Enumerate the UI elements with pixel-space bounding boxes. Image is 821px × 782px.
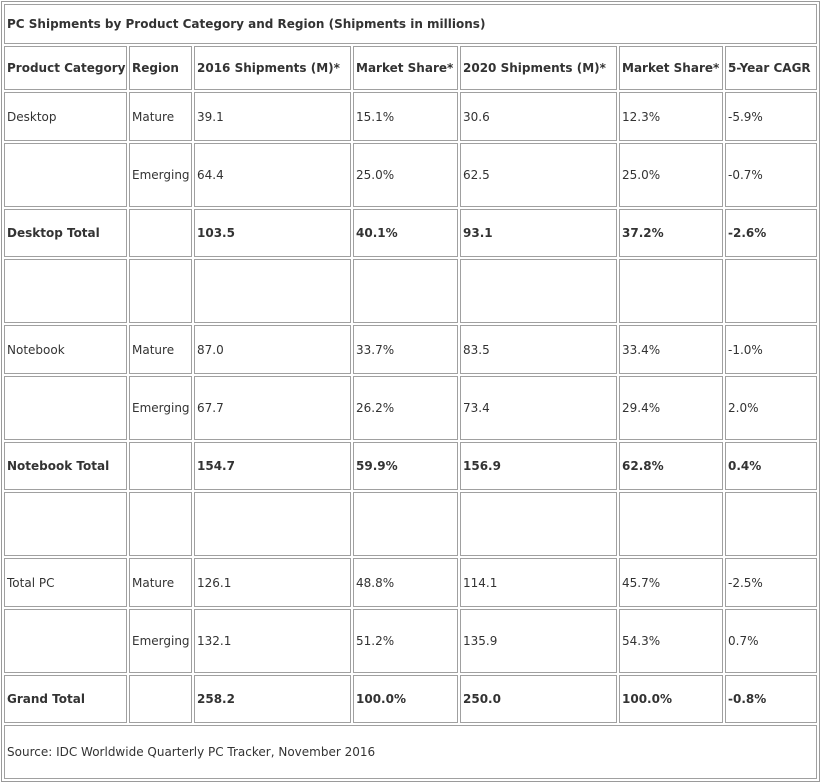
table-cell: 12.3% (619, 92, 723, 141)
table-cell: Mature (129, 92, 192, 141)
table-cell: -1.0% (725, 325, 817, 374)
table-cell: 132.1 (194, 609, 351, 673)
table-cell: 62.5 (460, 143, 617, 207)
table-cell: -2.6% (725, 209, 817, 257)
spacer-row (4, 259, 817, 323)
table-cell: Desktop Total (4, 209, 127, 257)
table-cell: 26.2% (353, 376, 458, 440)
header-cell: Market Share* (353, 46, 458, 90)
table-cell (619, 259, 723, 323)
table-cell: -0.8% (725, 675, 817, 723)
table-cell: Emerging (129, 376, 192, 440)
table-cell: 25.0% (353, 143, 458, 207)
table-cell: -5.9% (725, 92, 817, 141)
table-cell (4, 609, 127, 673)
table-cell (129, 209, 192, 257)
table-cell (4, 259, 127, 323)
table-row (4, 558, 817, 607)
table-cell: 135.9 (460, 609, 617, 673)
table-cell: Emerging (129, 143, 192, 207)
header-cell: Product Category (4, 46, 127, 90)
table-cell: 0.4% (725, 442, 817, 490)
table-cell (619, 492, 723, 556)
table-cell: 37.2% (619, 209, 723, 257)
table-cell (129, 492, 192, 556)
table-cell: 0.7% (725, 609, 817, 673)
spacer-row (4, 492, 817, 556)
table-cell: 250.0 (460, 675, 617, 723)
table-cell: 15.1% (353, 92, 458, 141)
table-cell: -2.5% (725, 558, 817, 607)
table-row (4, 609, 817, 673)
table-cell: 51.2% (353, 609, 458, 673)
table-cell: 126.1 (194, 558, 351, 607)
table-cell: 258.2 (194, 675, 351, 723)
table-cell: 100.0% (619, 675, 723, 723)
table-cell: 39.1 (194, 92, 351, 141)
table-cell: 54.3% (619, 609, 723, 673)
table-row (4, 143, 817, 207)
table-cell: Total PC (4, 558, 127, 607)
table-cell (4, 376, 127, 440)
table-cell: 33.7% (353, 325, 458, 374)
table-cell: 87.0 (194, 325, 351, 374)
table-cell (353, 492, 458, 556)
table-cell: Mature (129, 558, 192, 607)
table-cell: Grand Total (4, 675, 127, 723)
table-cell: 93.1 (460, 209, 617, 257)
table-cell: 25.0% (619, 143, 723, 207)
total-row (4, 209, 817, 257)
table-cell: 2.0% (725, 376, 817, 440)
header-cell: 2020 Shipments (M)* (460, 46, 617, 90)
table-row (4, 325, 817, 374)
table-cell (129, 675, 192, 723)
total-row (4, 675, 817, 723)
pc-shipments-table (1, 1, 820, 782)
source-note: Source: IDC Worldwide Quarterly PC Tracker, November 2016 (4, 725, 817, 779)
header-cell: 2016 Shipments (M)* (194, 46, 351, 90)
table-cell (4, 143, 127, 207)
table-cell (129, 259, 192, 323)
table-cell (4, 492, 127, 556)
table-cell: Desktop (4, 92, 127, 141)
table-cell (460, 492, 617, 556)
table-cell: 30.6 (460, 92, 617, 141)
table-cell: 83.5 (460, 325, 617, 374)
table-cell (460, 259, 617, 323)
table-cell: 33.4% (619, 325, 723, 374)
table-cell: 59.9% (353, 442, 458, 490)
header-cell: Market Share* (619, 46, 723, 90)
table-cell: 103.5 (194, 209, 351, 257)
table-cell: 156.9 (460, 442, 617, 490)
table-cell: 154.7 (194, 442, 351, 490)
table-title: PC Shipments by Product Category and Region (Shipments in millions) (4, 4, 817, 44)
table-row (4, 92, 817, 141)
table-cell: 45.7% (619, 558, 723, 607)
header-cell: Region (129, 46, 192, 90)
table-cell: 100.0% (353, 675, 458, 723)
total-row (4, 442, 817, 490)
table-cell: Mature (129, 325, 192, 374)
table-cell: 29.4% (619, 376, 723, 440)
table-cell: 114.1 (460, 558, 617, 607)
table-cell: 40.1% (353, 209, 458, 257)
table-cell: 62.8% (619, 442, 723, 490)
table-row (4, 376, 817, 440)
table-cell (725, 492, 817, 556)
table-cell (194, 259, 351, 323)
table-cell: 48.8% (353, 558, 458, 607)
table-cell: 64.4 (194, 143, 351, 207)
table-cell: 73.4 (460, 376, 617, 440)
table-cell: -0.7% (725, 143, 817, 207)
table-cell: 67.7 (194, 376, 351, 440)
table-cell (353, 259, 458, 323)
header-cell: 5-Year CAGR (725, 46, 817, 90)
header-row (4, 46, 817, 90)
table-cell (725, 259, 817, 323)
table-cell (194, 492, 351, 556)
table-cell: Notebook Total (4, 442, 127, 490)
table-cell (129, 442, 192, 490)
table-cell: Emerging (129, 609, 192, 673)
table-cell: Notebook (4, 325, 127, 374)
